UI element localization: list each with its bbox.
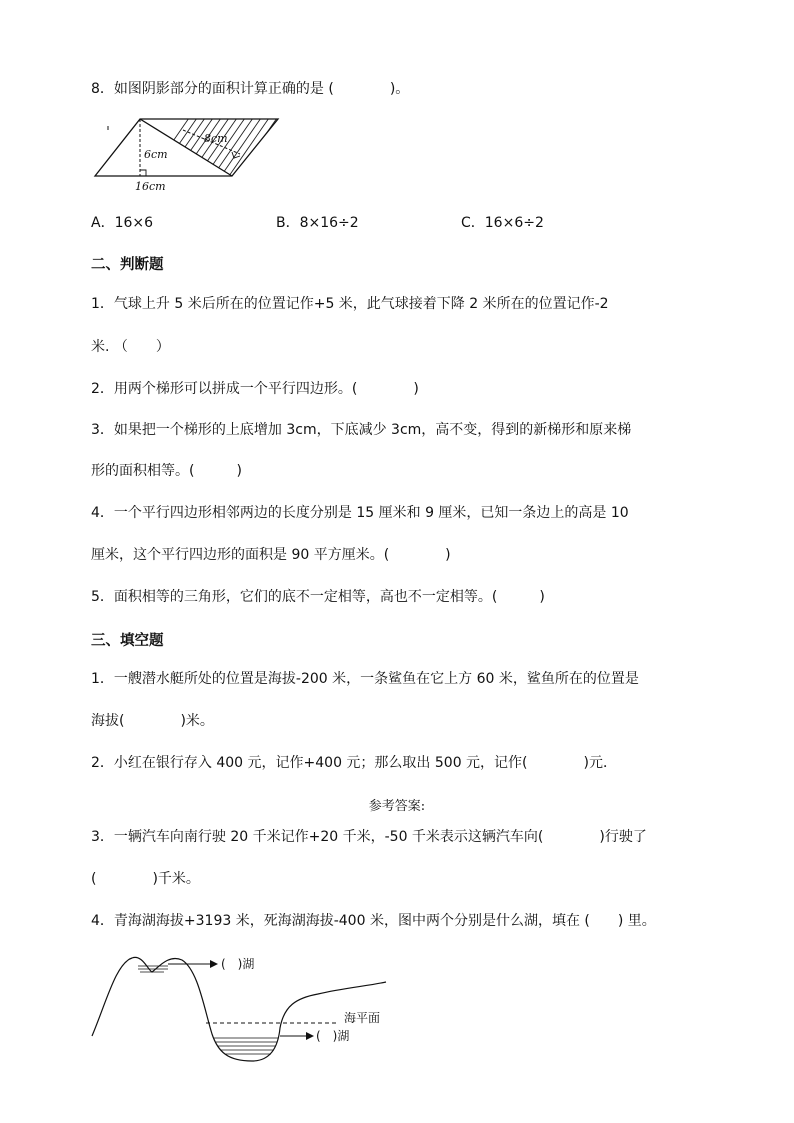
s2-q2: 2．用两个梯形可以拼成一个平行四边形。( )	[91, 381, 419, 397]
q8-stem: 8．如图阴影部分的面积计算正确的是 ( )。	[91, 81, 410, 97]
q8-parallelogram-figure	[88, 112, 288, 196]
s3-q3-line1: 3．一辆汽车向南行驶 20 千米记作+20 千米，-50 千米表示这辆汽车向( )行驶了	[91, 829, 647, 845]
section-2-title: 二、判断题	[91, 257, 164, 273]
q8-option-b: B．8×16÷2	[276, 215, 359, 231]
section-3-title: 三、填空题	[91, 633, 164, 649]
s3-q3-line2: ( )千米。	[91, 871, 200, 887]
q8-base-label: 16cm	[135, 180, 166, 193]
s2-q4-line2: 厘米，这个平行四边形的面积是 90 平方厘米。( )	[91, 547, 451, 563]
sea-level-label: 海平面	[344, 1011, 381, 1025]
s2-q4-line1: 4．一个平行四边形相邻两边的长度分别是 15 厘米和 9 厘米，已知一条边上的高是 10	[91, 505, 629, 521]
q8-option-c: C．16×6÷2	[461, 215, 544, 231]
s2-q5: 5．面积相等的三角形，它们的底不一定相等，高也不一定相等。( )	[91, 589, 545, 605]
s3-q2: 2．小红在银行存入 400 元，记作+400 元；那么取出 500 元，记作( )元．	[91, 755, 617, 771]
q8-slant-label: 8cm	[204, 132, 228, 145]
upper-lake-label: ( )湖	[221, 957, 255, 971]
answer-header: 参考答案:	[368, 799, 426, 814]
s3-q4: 4．青海湖海拔+3193 米，死海湖海拔-400 米，图中两个分别是什么湖，填在 ( ) 里。	[91, 913, 656, 929]
s3-q1-line2: 海拔( )米。	[91, 713, 214, 729]
s2-q3-line1: 3．如果把一个梯形的上底增加 3cm，下底减少 3cm，高不变，得到的新梯形和原来梯	[91, 422, 632, 438]
s2-q3-line2: 形的面积相等。( )	[91, 463, 242, 479]
q8-height-label: 6cm	[144, 148, 168, 161]
s3-q1-line1: 1．一艘潜水艇所处的位置是海拔-200 米，一条鲨鱼在它上方 60 米，鲨鱼所在的位置是	[91, 671, 639, 687]
lakes-elevation-figure	[88, 948, 398, 1073]
lower-lake-label: ( )湖	[316, 1029, 350, 1043]
q8-option-a: A．16×6	[91, 215, 154, 231]
s2-q1-line2: 米. （ ）	[91, 339, 170, 355]
s2-q1-line1: 1．气球上升 5 米后所在的位置记作+5 米，此气球接着下降 2 米所在的位置记作-2	[91, 296, 609, 312]
